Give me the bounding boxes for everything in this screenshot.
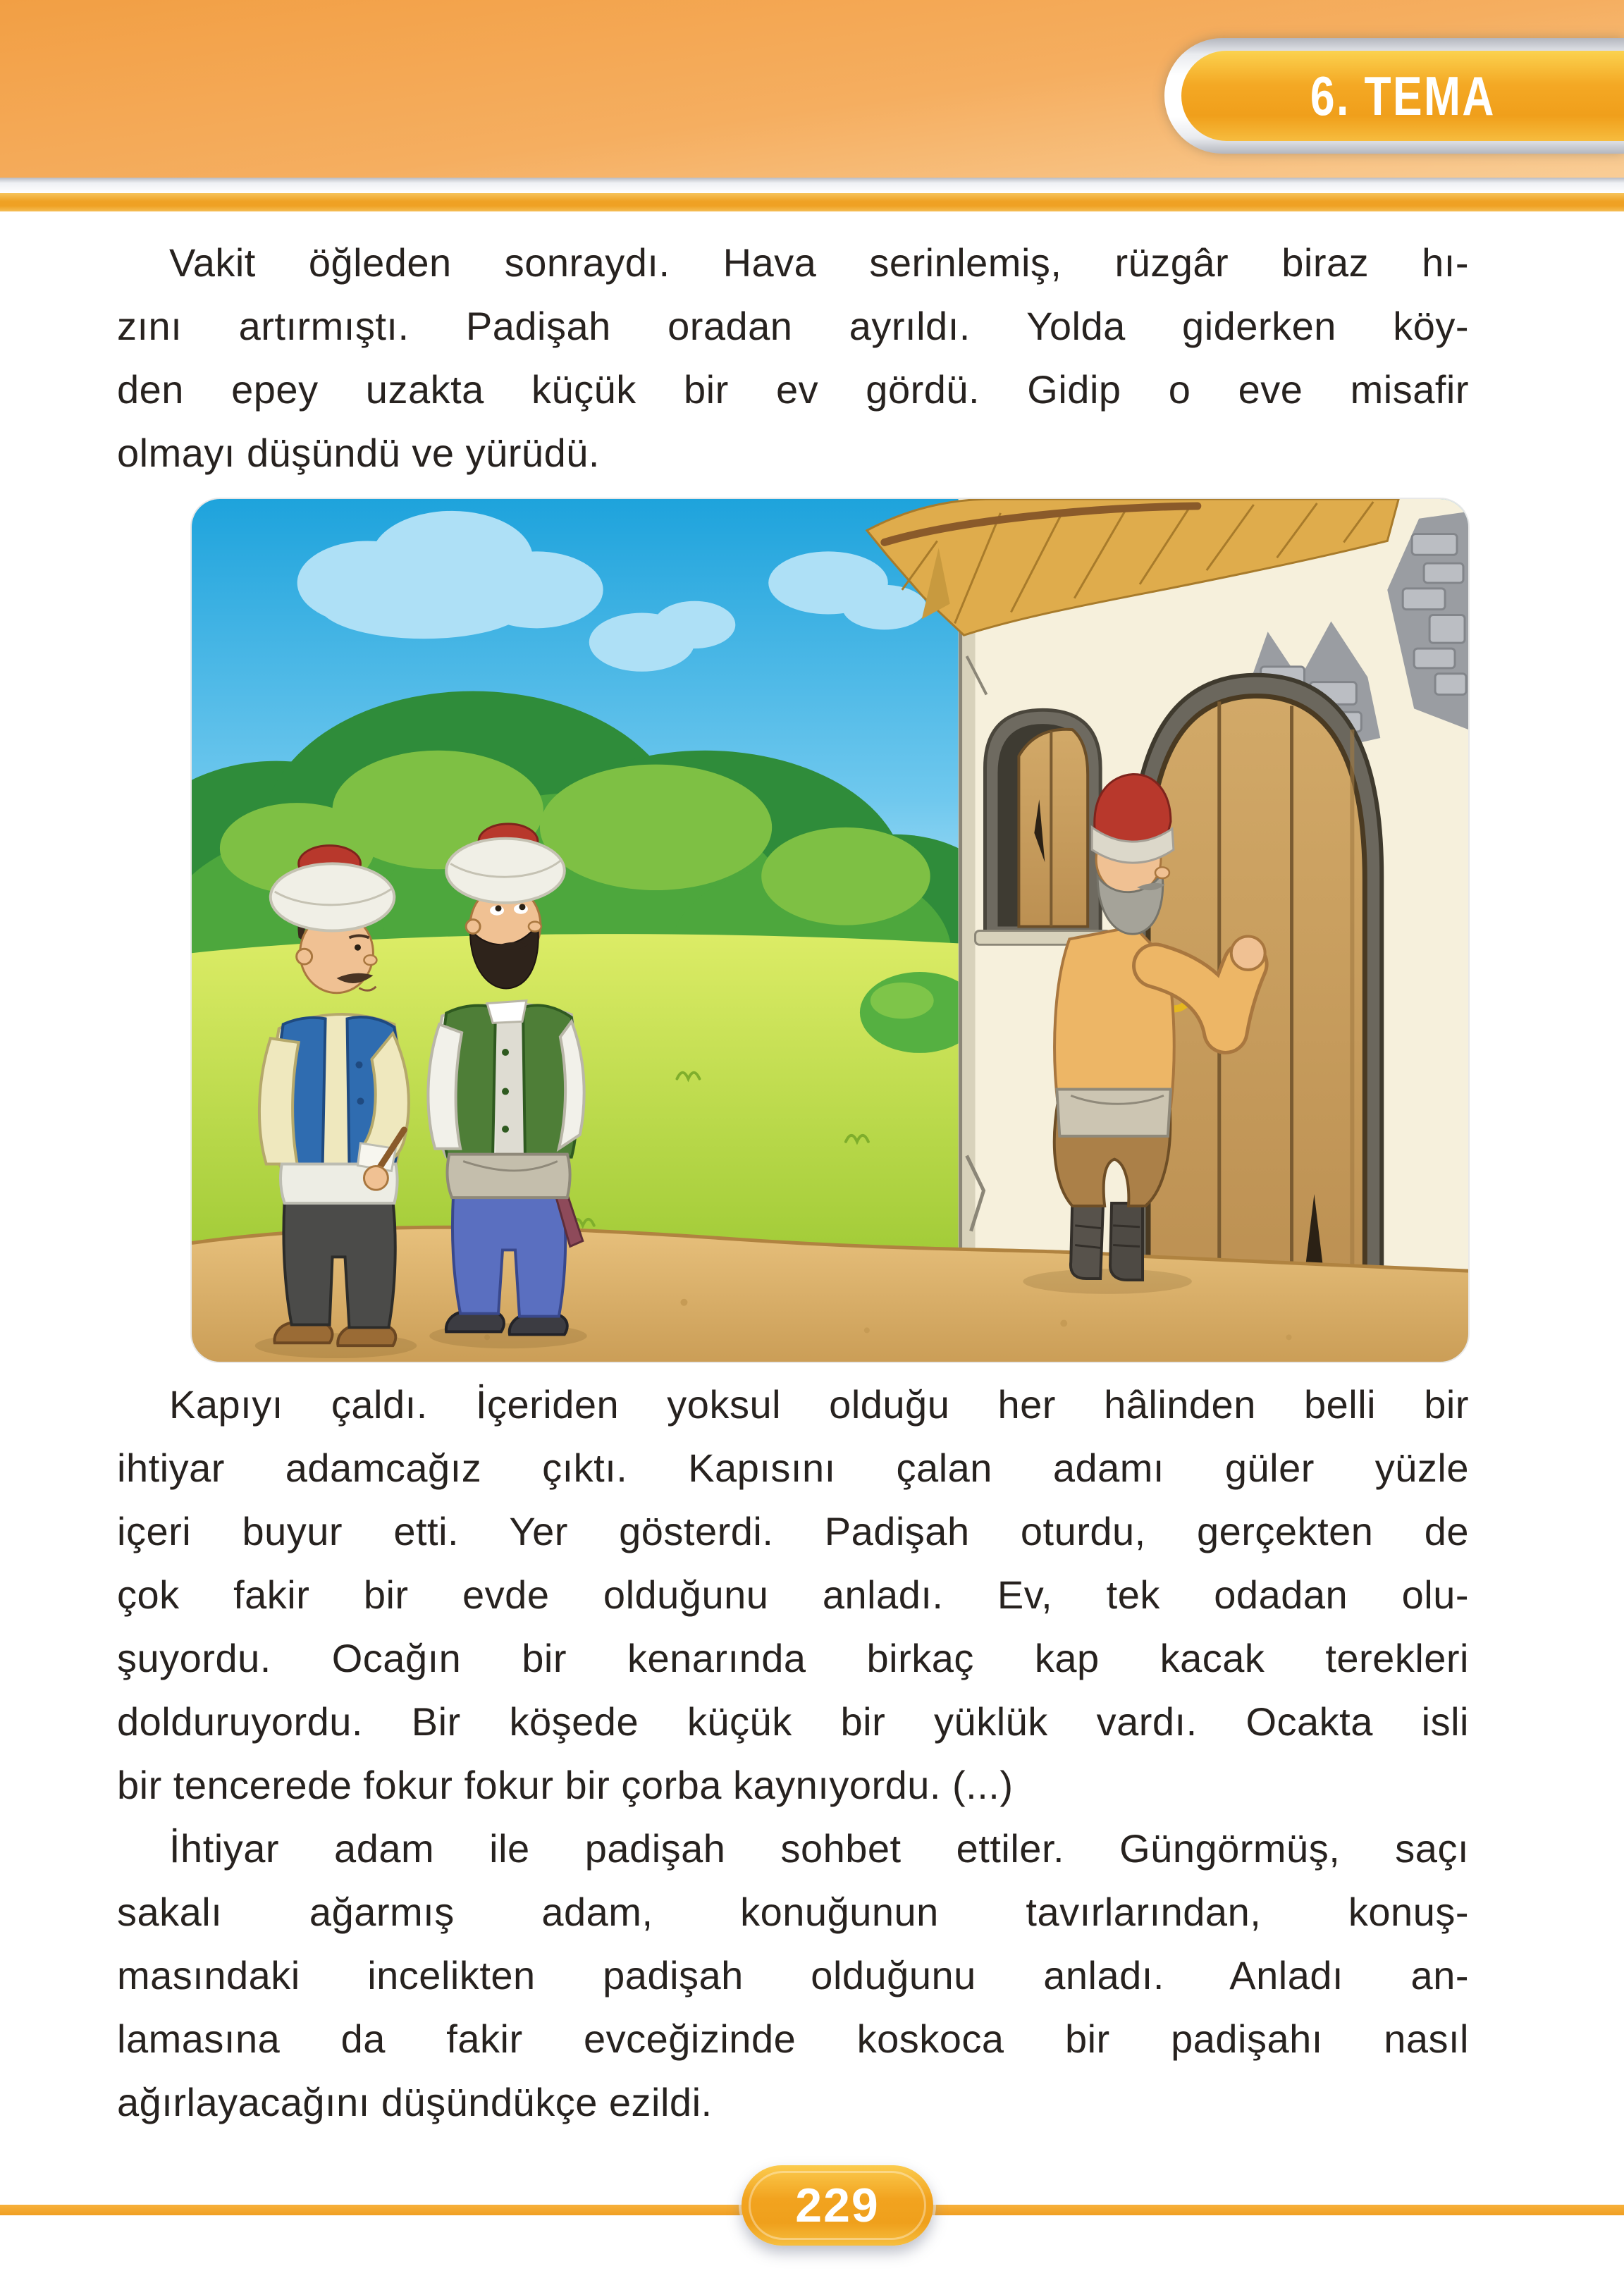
story-illustration xyxy=(190,498,1470,1363)
text-line: sakalı ağarmış adam, konuğunun tavırlarından, konuş- xyxy=(117,1890,1469,1934)
text-line: şuyordu. Ocağın bir kenarında birkaç kap kacak terekleri xyxy=(117,1636,1469,1680)
text-line: ağırlayacağını düşündükçe ezildi. xyxy=(117,2080,713,2124)
window xyxy=(976,710,1111,944)
text-line: içeri buyur etti. Yer gösterdi. Padişah oturdu, gerçekten de xyxy=(117,1509,1469,1553)
page-number-badge xyxy=(742,2165,933,2246)
text-line: lamasına da fakir evceğizinde koskoca bir padişahı nasıl xyxy=(117,2017,1469,2061)
story-paragraph-1 xyxy=(117,231,1469,485)
header-gold-rule xyxy=(0,193,1624,211)
page-header xyxy=(0,0,1624,178)
header-divider-band xyxy=(0,178,1624,193)
text-line: çok fakir bir evde olduğunu anladı. Ev, tek odadan olu- xyxy=(117,1572,1469,1617)
text-line: bir tencerede fokur fokur bir çorba kaynıyordu. (...) xyxy=(117,1763,1014,1807)
story-paragraph-2 xyxy=(117,1373,1469,1817)
text-line: zını artırmıştı. Padişah oradan ayrıldı. Yolda giderken köy- xyxy=(117,304,1469,348)
text-line: dolduruyordu. Bir köşede küçük bir yüklük vardı. Ocakta isli xyxy=(117,1699,1469,1744)
tema-badge-inner xyxy=(1181,51,1624,141)
text-line: İhtiyar adam ile padişah sohbet ettiler. Güngörmüş, saçı xyxy=(169,1826,1469,1871)
story-paragraph-3 xyxy=(117,1817,1469,2134)
text-line: Kapıyı çaldı. İçeriden yoksul olduğu her hâlinden belli bir xyxy=(169,1382,1469,1427)
text-line: Vakit öğleden sonraydı. Hava serinlemiş, rüzgâr biraz hı- xyxy=(169,240,1469,285)
page-number: 229 xyxy=(795,2179,880,2232)
text-line: olmayı düşündü ve yürüdü. xyxy=(117,431,600,475)
text-line: den epey uzakta küçük bir ev gördü. Gidip o eve misafir xyxy=(117,367,1469,412)
text-line: ihtiyar adamcağız çıktı. Kapısını çalan adamı güler yüzle xyxy=(117,1446,1469,1490)
tema-badge xyxy=(1164,38,1624,154)
text-line: masındaki incelikten padişah olduğunu anladı. Anladı an- xyxy=(117,1953,1469,1997)
illustration-svg xyxy=(192,499,1468,1362)
tema-label: 6. TEMA xyxy=(1310,64,1496,127)
